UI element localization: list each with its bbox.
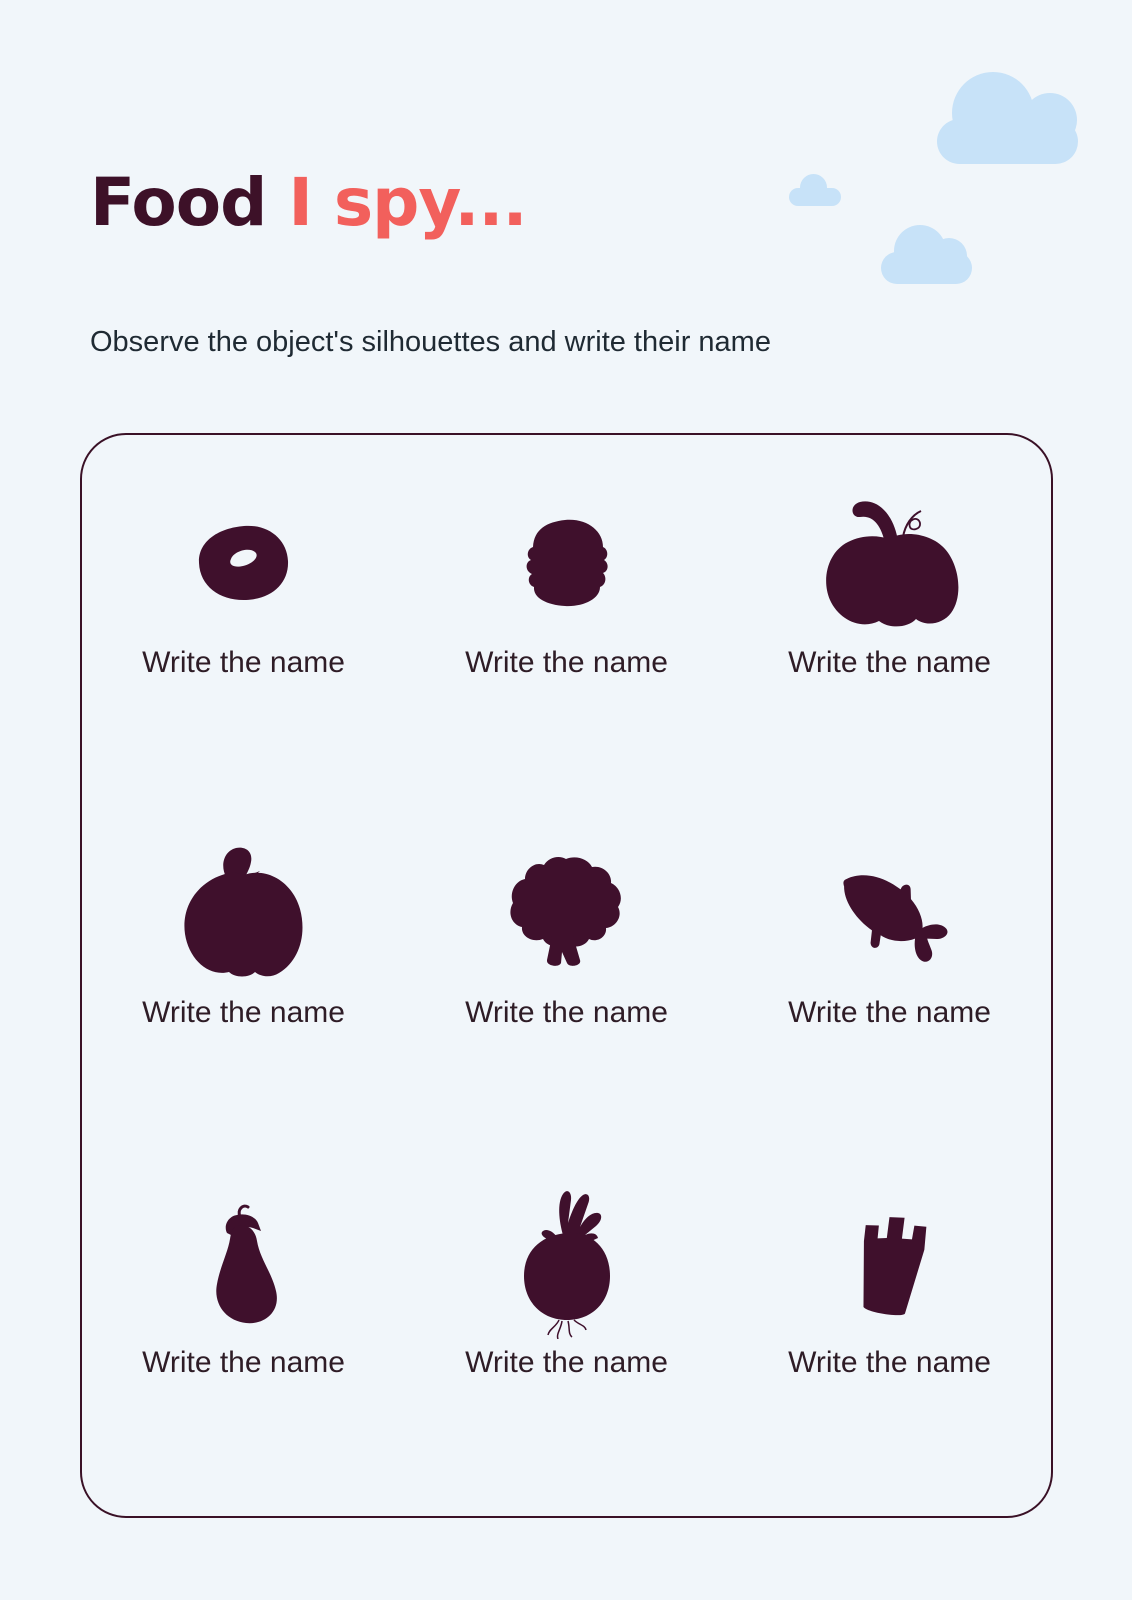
page-title-main: Food bbox=[90, 164, 267, 241]
write-name-label: Write the name bbox=[465, 646, 668, 679]
worksheet-cell bbox=[405, 449, 728, 799]
write-name-label: Write the name bbox=[465, 1346, 668, 1379]
write-name-label: Write the name bbox=[788, 1346, 991, 1379]
worksheet-cell bbox=[728, 1149, 1051, 1499]
page-title-accent: I spy... bbox=[266, 164, 527, 241]
french-fries-silhouette-icon bbox=[728, 1163, 1051, 1363]
write-name-label: Write the name bbox=[465, 996, 668, 1029]
write-name-label: Write the name bbox=[142, 1346, 345, 1379]
onion-silhouette-icon bbox=[405, 1163, 728, 1363]
pumpkin-silhouette-icon bbox=[728, 463, 1051, 663]
worksheet-cell bbox=[82, 799, 405, 1149]
fish-silhouette-icon bbox=[728, 813, 1051, 1013]
donut-silhouette-icon bbox=[82, 463, 405, 663]
write-name-label: Write the name bbox=[142, 646, 345, 679]
worksheet-cell bbox=[82, 1149, 405, 1499]
worksheet-card bbox=[80, 433, 1053, 1518]
worksheet-cell bbox=[405, 1149, 728, 1499]
write-name-label: Write the name bbox=[788, 646, 991, 679]
eggplant-silhouette-icon bbox=[82, 1163, 405, 1363]
cloud-icon bbox=[789, 188, 841, 206]
worksheet-cell bbox=[728, 449, 1051, 799]
broccoli-silhouette-icon bbox=[405, 813, 728, 1013]
write-name-label: Write the name bbox=[788, 996, 991, 1029]
page-title bbox=[90, 164, 527, 241]
cloud-icon bbox=[937, 119, 1078, 164]
write-name-label: Write the name bbox=[142, 996, 345, 1029]
cloud-icon bbox=[881, 252, 972, 284]
worksheet-cell bbox=[82, 449, 405, 799]
instructions-text: Observe the object's silhouettes and write their name bbox=[90, 326, 771, 358]
worksheet-cell bbox=[405, 799, 728, 1149]
burger-silhouette-icon bbox=[405, 463, 728, 663]
worksheet-cell bbox=[728, 799, 1051, 1149]
bell-pepper-silhouette-icon bbox=[82, 813, 405, 1013]
